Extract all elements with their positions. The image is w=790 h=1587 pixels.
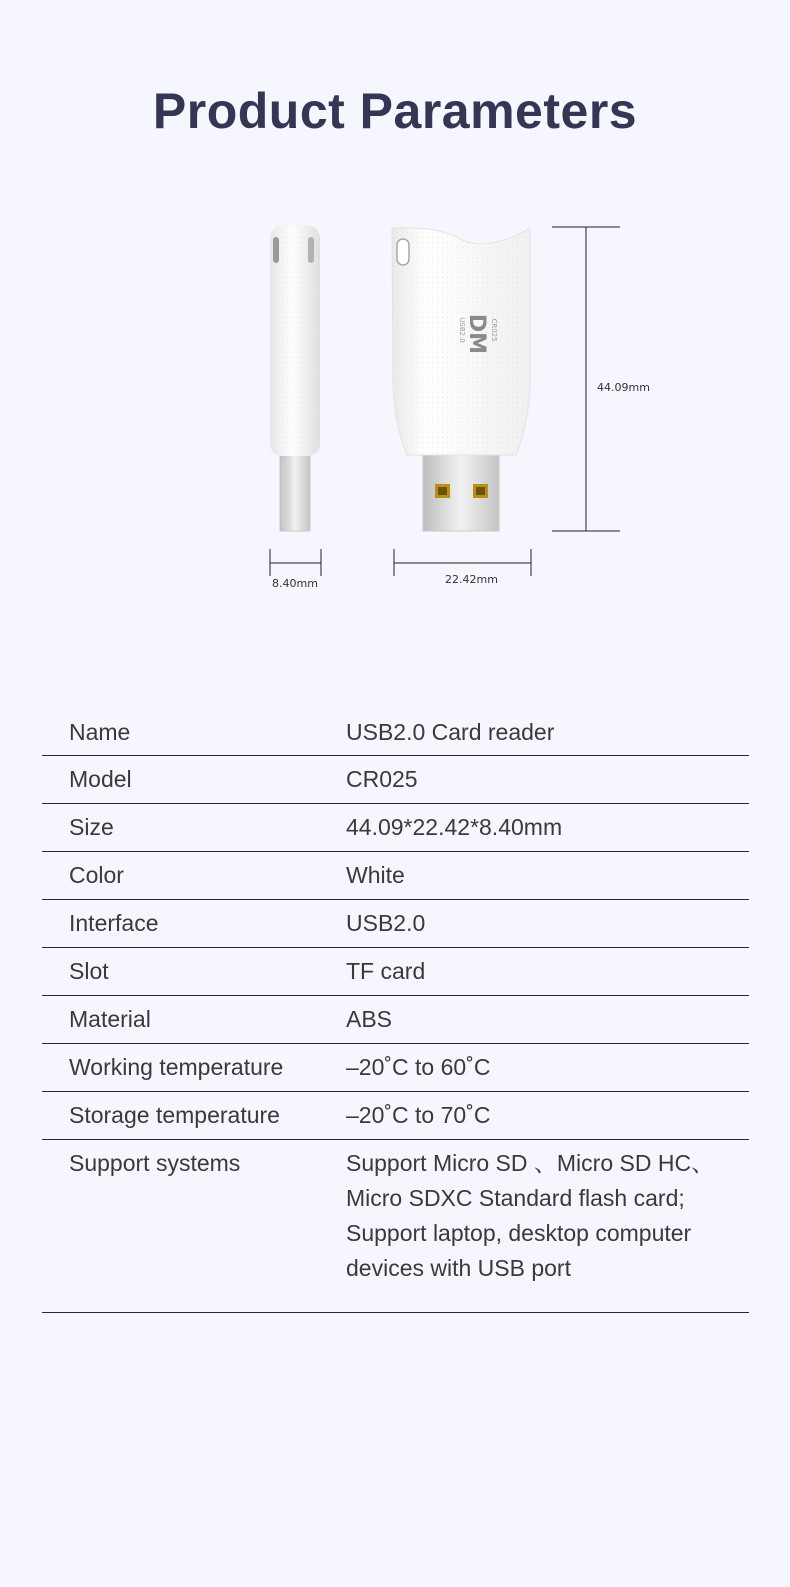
spec-value: USB2.0	[346, 910, 426, 936]
spec-value: ABS	[346, 1006, 393, 1032]
spec-key: Name	[69, 719, 131, 745]
spec-key: Working temperature	[69, 1054, 284, 1080]
spec-value-line: Micro SDXC Standard flash card;	[346, 1185, 685, 1211]
spec-row-color	[42, 852, 749, 900]
spec-value-line: Support laptop, desktop computer	[346, 1220, 692, 1246]
spec-value-line: devices with USB port	[346, 1255, 571, 1281]
page-title: Product Parameters	[152, 83, 638, 139]
spec-key: Material	[69, 1006, 151, 1032]
spec-key: Model	[69, 766, 132, 792]
spec-table	[42, 709, 749, 1313]
depth-dimension-label: 8.40mm	[272, 577, 318, 590]
spec-row-support-systems	[42, 1140, 749, 1313]
spec-row-name	[42, 709, 749, 756]
spec-row-slot	[42, 948, 749, 996]
width-dimension-label: 22.42mm	[445, 573, 498, 586]
spec-row-interface	[42, 900, 749, 948]
spec-row-material	[42, 996, 749, 1044]
svg-text:DM: DM	[464, 313, 489, 355]
svg-text:USB2.0: USB2.0	[458, 317, 466, 343]
spec-value: CR025	[346, 766, 418, 792]
spec-key: Slot	[69, 958, 109, 984]
spec-key: Interface	[69, 910, 159, 936]
spec-value: White	[346, 862, 405, 888]
spec-row-storage-temperature	[42, 1092, 749, 1140]
spec-key: Color	[69, 862, 124, 888]
spec-value: –20˚C to 70˚C	[346, 1102, 491, 1128]
spec-value: USB2.0 Card reader	[346, 719, 555, 745]
spec-key: Size	[69, 814, 114, 840]
svg-text:CR025: CR025	[490, 318, 498, 342]
product-dimension-figure	[0, 0, 790, 620]
product-drawing	[0, 0, 790, 620]
spec-row-size	[42, 804, 749, 852]
spec-row-working-temperature	[42, 1044, 749, 1092]
front-view	[392, 228, 530, 531]
spec-value: TF card	[346, 958, 426, 984]
spec-value: –20˚C to 60˚C	[346, 1054, 491, 1080]
spec-key: Support systems	[69, 1150, 241, 1176]
spec-value	[346, 1146, 746, 1286]
spec-value-line: Support Micro SD 、Micro SD HC、	[346, 1150, 715, 1176]
height-dimension-label: 44.09mm	[597, 381, 650, 394]
spec-key: Storage temperature	[69, 1102, 280, 1128]
spec-row-model	[42, 756, 749, 804]
side-view	[270, 226, 320, 531]
spec-value: 44.09*22.42*8.40mm	[346, 814, 563, 840]
